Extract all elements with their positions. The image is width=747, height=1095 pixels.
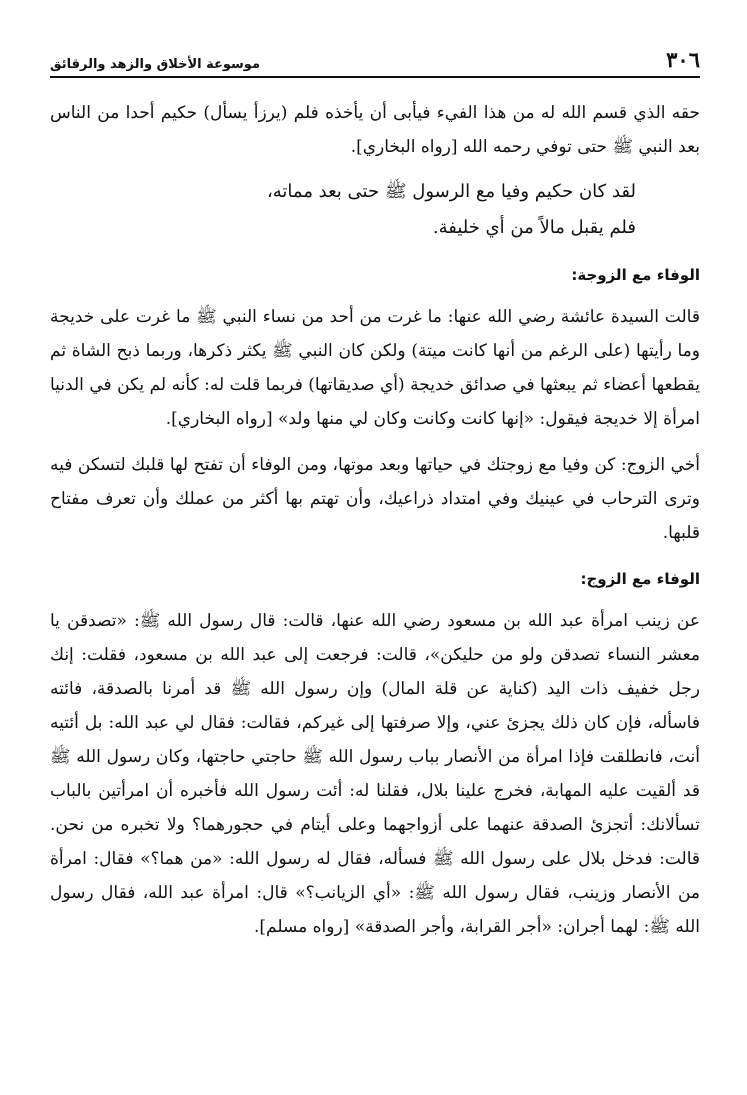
page-number: ٣٠٦ [666, 47, 700, 72]
page-header [50, 40, 700, 78]
paragraph-zaynab-hadith: عن زينب امرأة عبد الله بن مسعود رضي الله عنها، قالت: قال رسول الله ﷺ: «تصدقن يا معشر النساء تصدقن ولو من حليكن»، قالت: فرجعت إلى عبد الله بن مسعود، فقلت: إنك رجل خفيف ذات اليد (كناية عن قلة المال) وإن رسول الله ﷺ قد أمرنا بالصدقة، فائته فاسأله، فإن كان ذلك يجزئ عني، وإلا صرفتها إلى غيركم، فقالت: فقال لي عبد الله: بل أئتيه أنت، فانطلقت فإذا امرأة من الأنصار بباب رسول الله ﷺ حاجتي حاجتها، وكان رسول الله ﷺ قد ألقيت عليه المهابة، فخرج علينا بلال، فقلنا له: أئت رسول الله فأخبره أن امرأتين بالباب تسألانك: أتجزئ الصدقة عنهما على أزواجهما وعلى أيتام في حجورهما؟ ولا تخبره من نحن. قالت: فدخل بلال على رسول الله ﷺ فسأله، فقال له رسول الله: «من هما؟» فقال: امرأة من الأنصار وزينب، فقال رسول الله ﷺ: «أي الزيانب؟» قال: امرأة عبد الله، فقال رسول الله ﷺ: لهما أجران: «أجر القرابة، وأجر الصدقة» [رواه مسلم]. [50, 611, 700, 937]
verse-line-1: لقد كان حكيم وفيا مع الرسول ﷺ حتى بعد مماته، [266, 181, 636, 202]
verse-line-2: فلم يقبل مالاً من أي خليفة. [432, 217, 636, 238]
verse-block [50, 174, 700, 246]
book-page [50, 40, 700, 944]
paragraph-aisha-khadija: قالت السيدة عائشة رضي الله عنها: ما غرت من أحد من نساء النبي ﷺ ما غرت على خديجة وما رأيتها (على الرغم من أنها كانت ميتة) ولكن كان النبي ﷺ يكثر ذكرها، وربما ذبح الشاة ثم يقطعها أعضاء ثم يبعثها في صدائق خديجة (أي صديقاتها) فربما قلت له: كأنه لم يكن في الدنيا امرأة إلا خديجة فيقول: «إنها كانت وكانت وكان لي منها ولد» [رواه البخاري]. [50, 307, 700, 429]
page-content [50, 96, 700, 944]
section-heading-husband: الوفاء مع الزوج: [580, 570, 700, 588]
section-heading-wife: الوفاء مع الزوجة: [571, 266, 700, 284]
paragraph-advice-husband: أخي الزوج: كن وفيا مع زوجتك في حياتها وبعد موتها، ومن الوفاء أن تفتح لها قلبك لتسكن فيه وترى الترحاب في عينيك وفي امتداد ذراعيك، وأن تهتم بها أكثر من عملك وأن تعرف مفتاح قلبها. [50, 455, 700, 543]
paragraph-hakim-continued: حقه الذي قسم الله له من هذا الفيء فيأبى أن يأخذه فلم (يرزأ يسأل) حكيم أحدا من الناس بعد النبي ﷺ حتى توفي رحمه الله [رواه البخاري]. [50, 103, 700, 157]
running-title: موسوعة الأخلاق والزهد والرقائق [50, 57, 260, 72]
